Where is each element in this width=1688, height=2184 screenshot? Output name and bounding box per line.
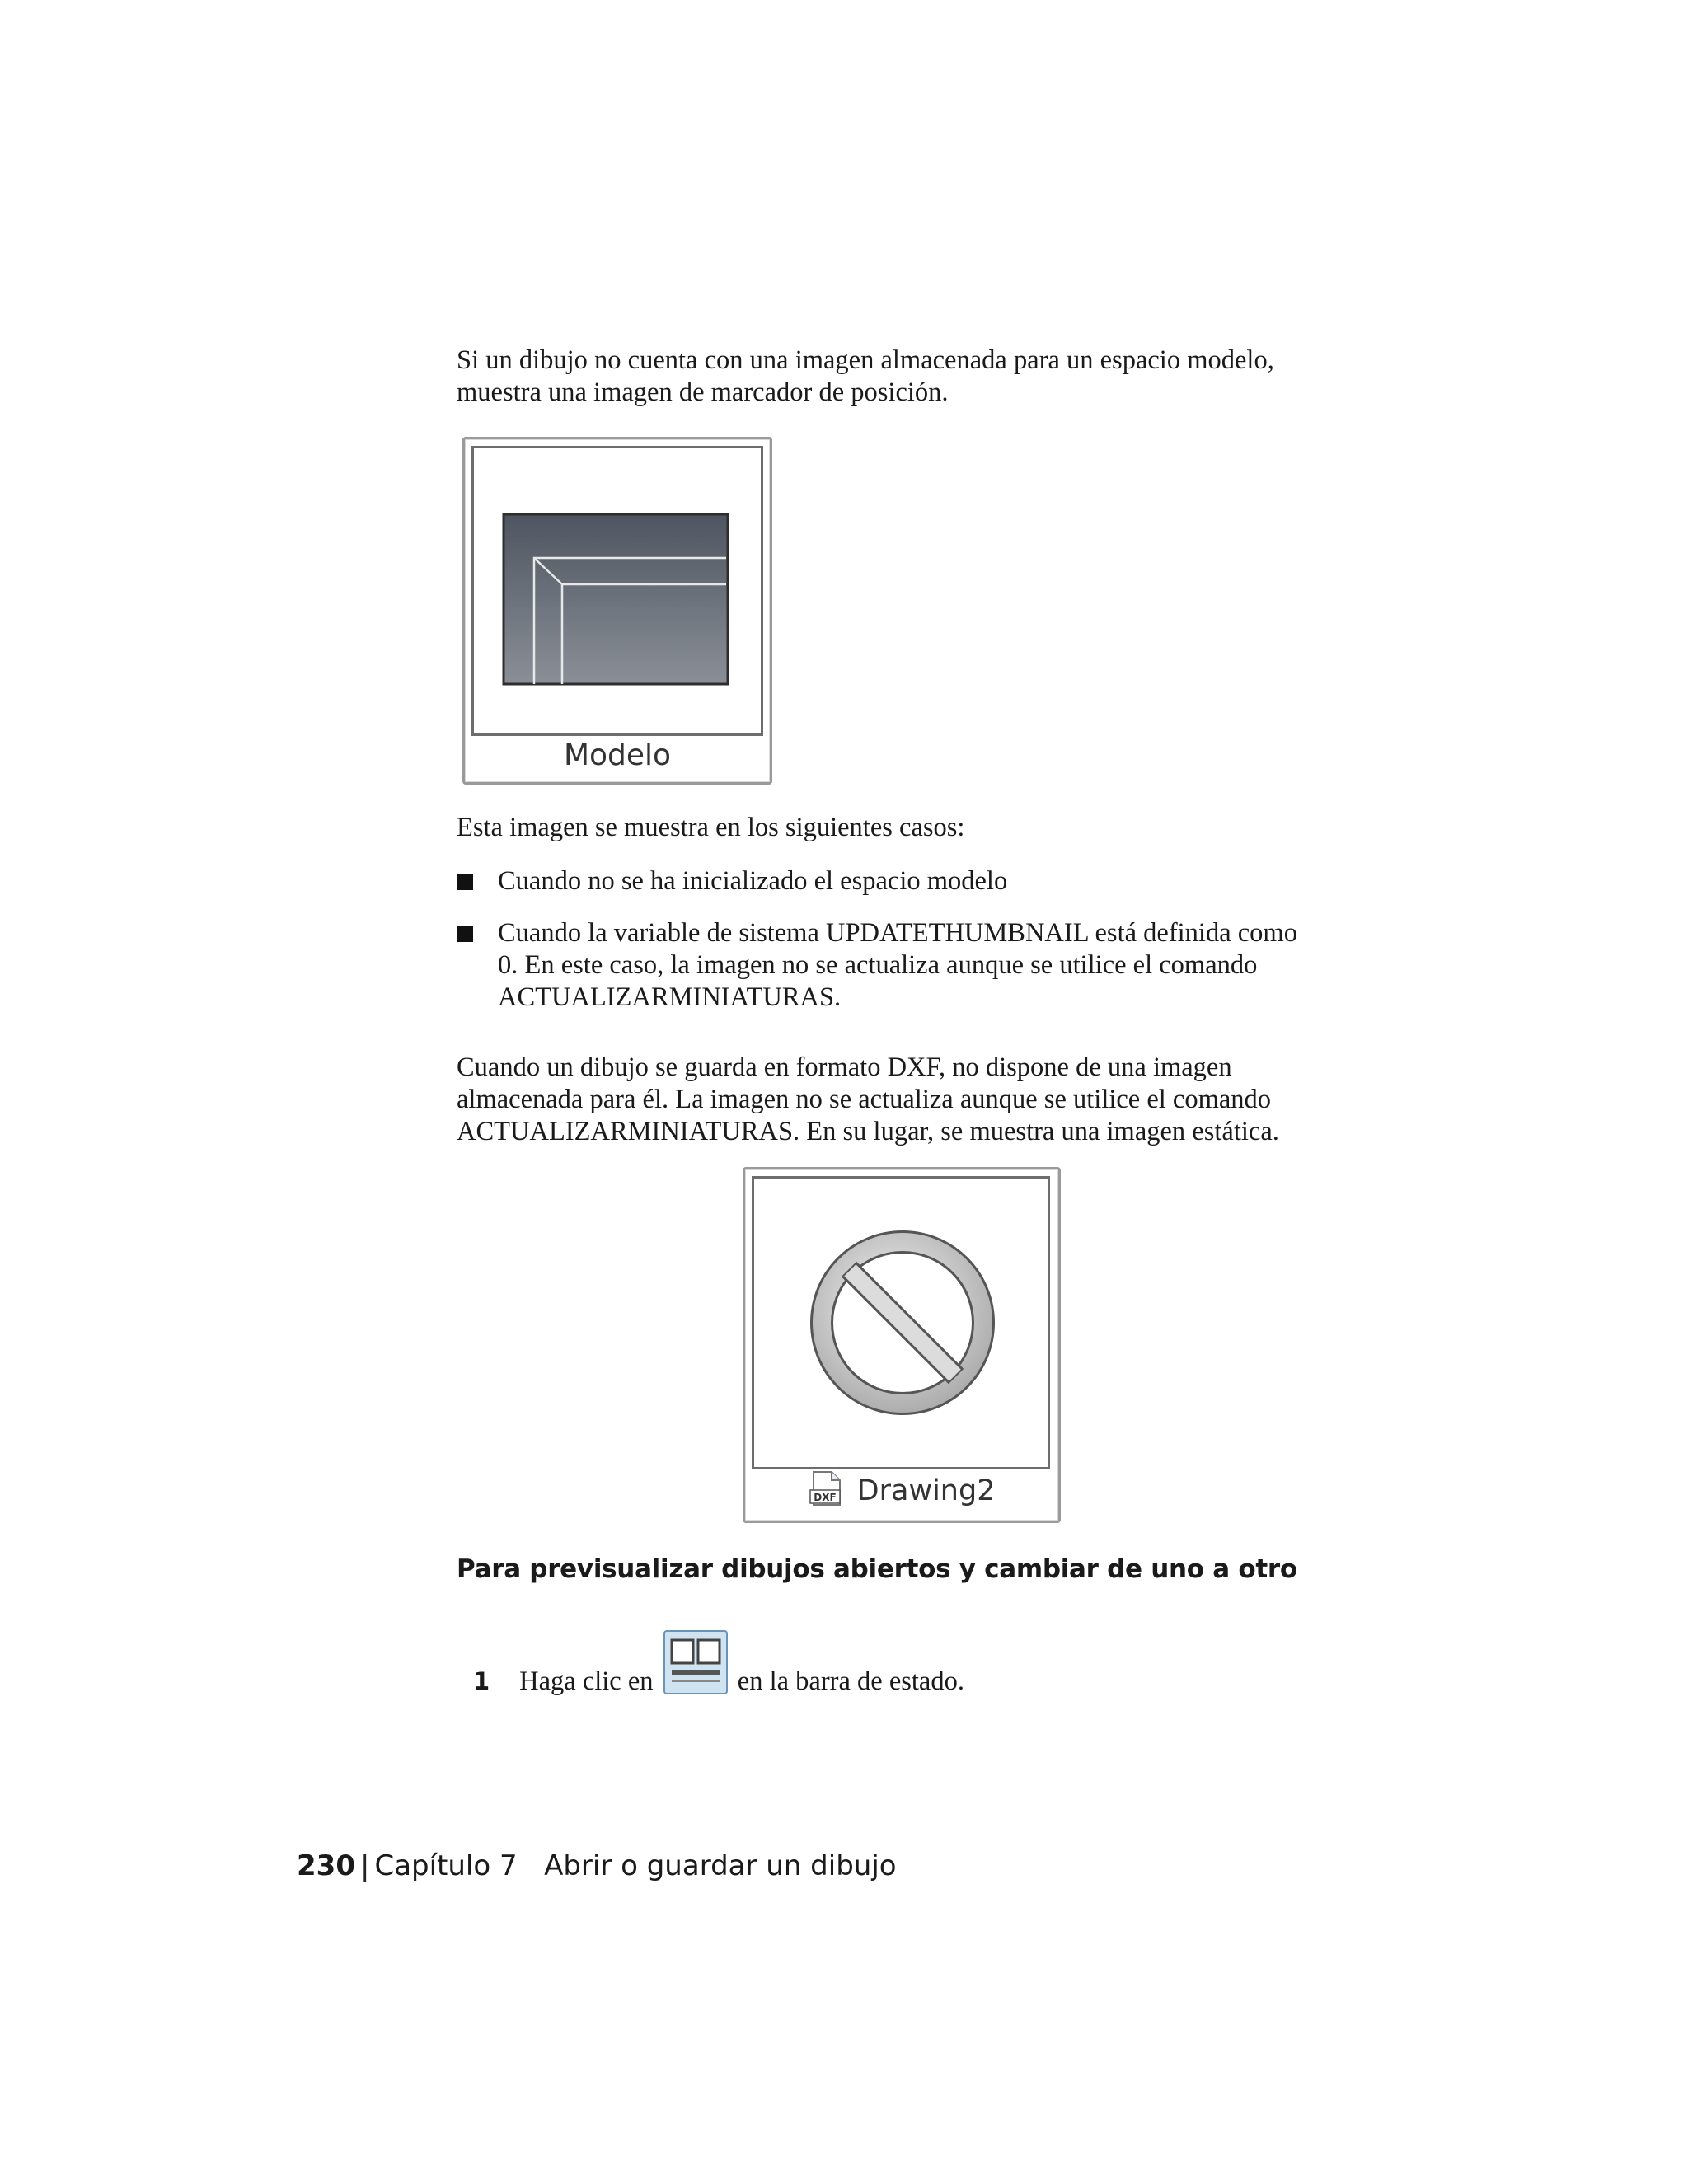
list-item-text-line-1: Cuando la variable de sistema UPDATETHUMBNAIL está definida como <box>498 918 1297 948</box>
dxf-paragraph <box>457 1052 1363 1148</box>
quick-view-drawings-icon <box>663 1630 728 1694</box>
chapter-label: Capítulo 7 <box>374 1849 518 1882</box>
page-number: 230 <box>297 1849 355 1882</box>
footer-separator: | <box>359 1849 370 1882</box>
procedure-step <box>473 1642 964 1706</box>
dxf-thumbnail <box>743 1167 1061 1523</box>
list-item-text: Cuando no se ha inicializado el espacio modelo <box>498 866 1008 896</box>
dxf-line-1: Cuando un dibujo se guarda en formato DXF, no dispone de una imagen <box>457 1052 1232 1082</box>
dxf-thumbnail-caption: Drawing2 <box>856 1474 996 1507</box>
prohibited-icon <box>754 1179 1048 1467</box>
chapter-title: Abrir o guardar un dibujo <box>544 1849 897 1882</box>
dxf-file-icon <box>809 1470 843 1507</box>
cases-list <box>457 865 1372 1033</box>
list-item <box>457 865 1372 898</box>
intro-line-2: muestra una imagen de marcador de posición. <box>457 377 949 407</box>
step-text-after: en la barra de estado. <box>737 1666 964 1696</box>
step-number: 1 <box>473 1667 490 1695</box>
dxf-thumbnail-caption-row <box>745 1470 1058 1509</box>
list-item-text-line-3: ACTUALIZARMINIATURAS. <box>498 982 842 1012</box>
bullet-square-icon <box>457 926 473 942</box>
list-item-text-line-2: 0. En este caso, la imagen no se actualiza aunque se utilice el comando <box>498 950 1258 980</box>
svg-text:DXF: DXF <box>813 1492 837 1503</box>
model-thumbnail <box>462 437 772 785</box>
bullet-square-icon <box>457 874 473 890</box>
dxf-line-3: ACTUALIZARMINIATURAS. En su lugar, se muestra una imagen estática. <box>457 1117 1279 1146</box>
procedure-heading: Para previsualizar dibujos abiertos y cambiar de uno a otro <box>457 1554 1297 1584</box>
model-thumbnail-preview <box>471 446 763 736</box>
intro-paragraph <box>457 344 1363 409</box>
page-footer <box>297 1848 897 1884</box>
dxf-line-2: almacenada para él. La imagen no se actualiza aunque se utilice el comando <box>457 1085 1272 1114</box>
model-space-placeholder-icon <box>474 448 761 733</box>
step-text-before: Haga clic en <box>519 1666 654 1696</box>
model-thumbnail-caption: Modelo <box>563 738 672 772</box>
list-item <box>457 917 1372 1014</box>
intro-line-1: Si un dibujo no cuenta con una imagen almacenada para un espacio modelo, <box>457 345 1274 375</box>
dxf-thumbnail-preview <box>752 1176 1050 1469</box>
cases-paragraph: Esta imagen se muestra en los siguientes casos: <box>457 813 965 842</box>
